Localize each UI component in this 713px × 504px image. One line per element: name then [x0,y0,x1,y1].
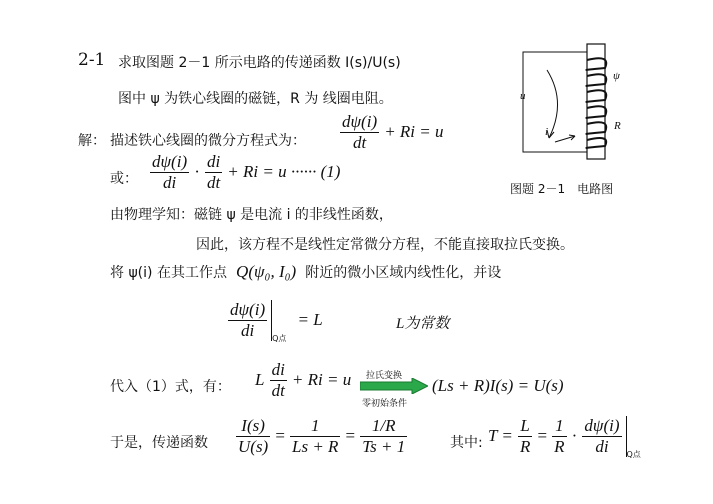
physics-text: 由物理学知：磁链 ψ 是电流 i 的非线性函数， [110,207,393,223]
substitute-text: 代入（1）式，有： [110,379,231,395]
figure-label-psi: ψ [613,70,620,82]
problem-title: 求取图题 2－1 所示电路的传递函数 I(s)/U(s) [118,55,401,71]
figure-label-R: R [614,120,621,132]
therefore-text: 因此，该方程不是线性定常微分方程，不能直接取拉氏变换。 [196,237,574,253]
figure-label-u: u [520,90,526,102]
L-constant-note: L为常数 [396,316,450,332]
laplace-arrow-icon [360,378,428,394]
T-definition: T = $\frac{L}{R}$ = $\frac{1}{R}$ · $\frac{d\psi(i)}{di}$ $_{Q点}$ [488,416,641,459]
where-text: 其中: [450,435,483,451]
circuit-figure [505,40,645,165]
transfer-function: $\frac{I(s)}{U(s)}$ = $\frac{1}{Ls + R}$ = $\frac{1/R}{Ts + 1}$ [238,416,406,456]
step1-text: 描述铁心线圈的微分方程式为： [110,133,306,149]
arrow-label-bottom: 零初始条件 [362,399,408,409]
equation-1: $\frac{d\psi(i)}{di}$ · $\frac{di}{dt}$ + Ri = u ······ (1) [152,152,341,192]
figure-caption: 图题 2－1 电路图 [510,182,614,196]
L-definition: $\frac{d\psi(i)}{di}$ $_{Q点}$ = L [230,300,323,343]
substituted-equation: L $\frac{di}{dt}$ + Ri = u [255,360,352,400]
laplace-result: (Ls + R)I(s) = U(s) [432,376,564,395]
tf-text: 于是，传递函数 [110,435,208,451]
linearize-line: 将 ψ(i) 在其工作点 Q(ψ₀, I₀) 附近的微小区域内线性化，并设 [110,262,502,281]
step1-equation: $\frac{d\psi(i)}{dt}$ + Ri = u [342,112,444,152]
problem-number: 2-1 [78,50,106,70]
or-label: 或： [110,171,138,187]
arrow-label-top: 拉氏变换 [366,371,403,381]
solution-label: 解： [78,133,106,149]
problem-subtitle: 图中 ψ 为铁心线圈的磁链，R 为 线圈电阻。 [118,91,393,107]
figure-label-i: i [545,126,549,138]
